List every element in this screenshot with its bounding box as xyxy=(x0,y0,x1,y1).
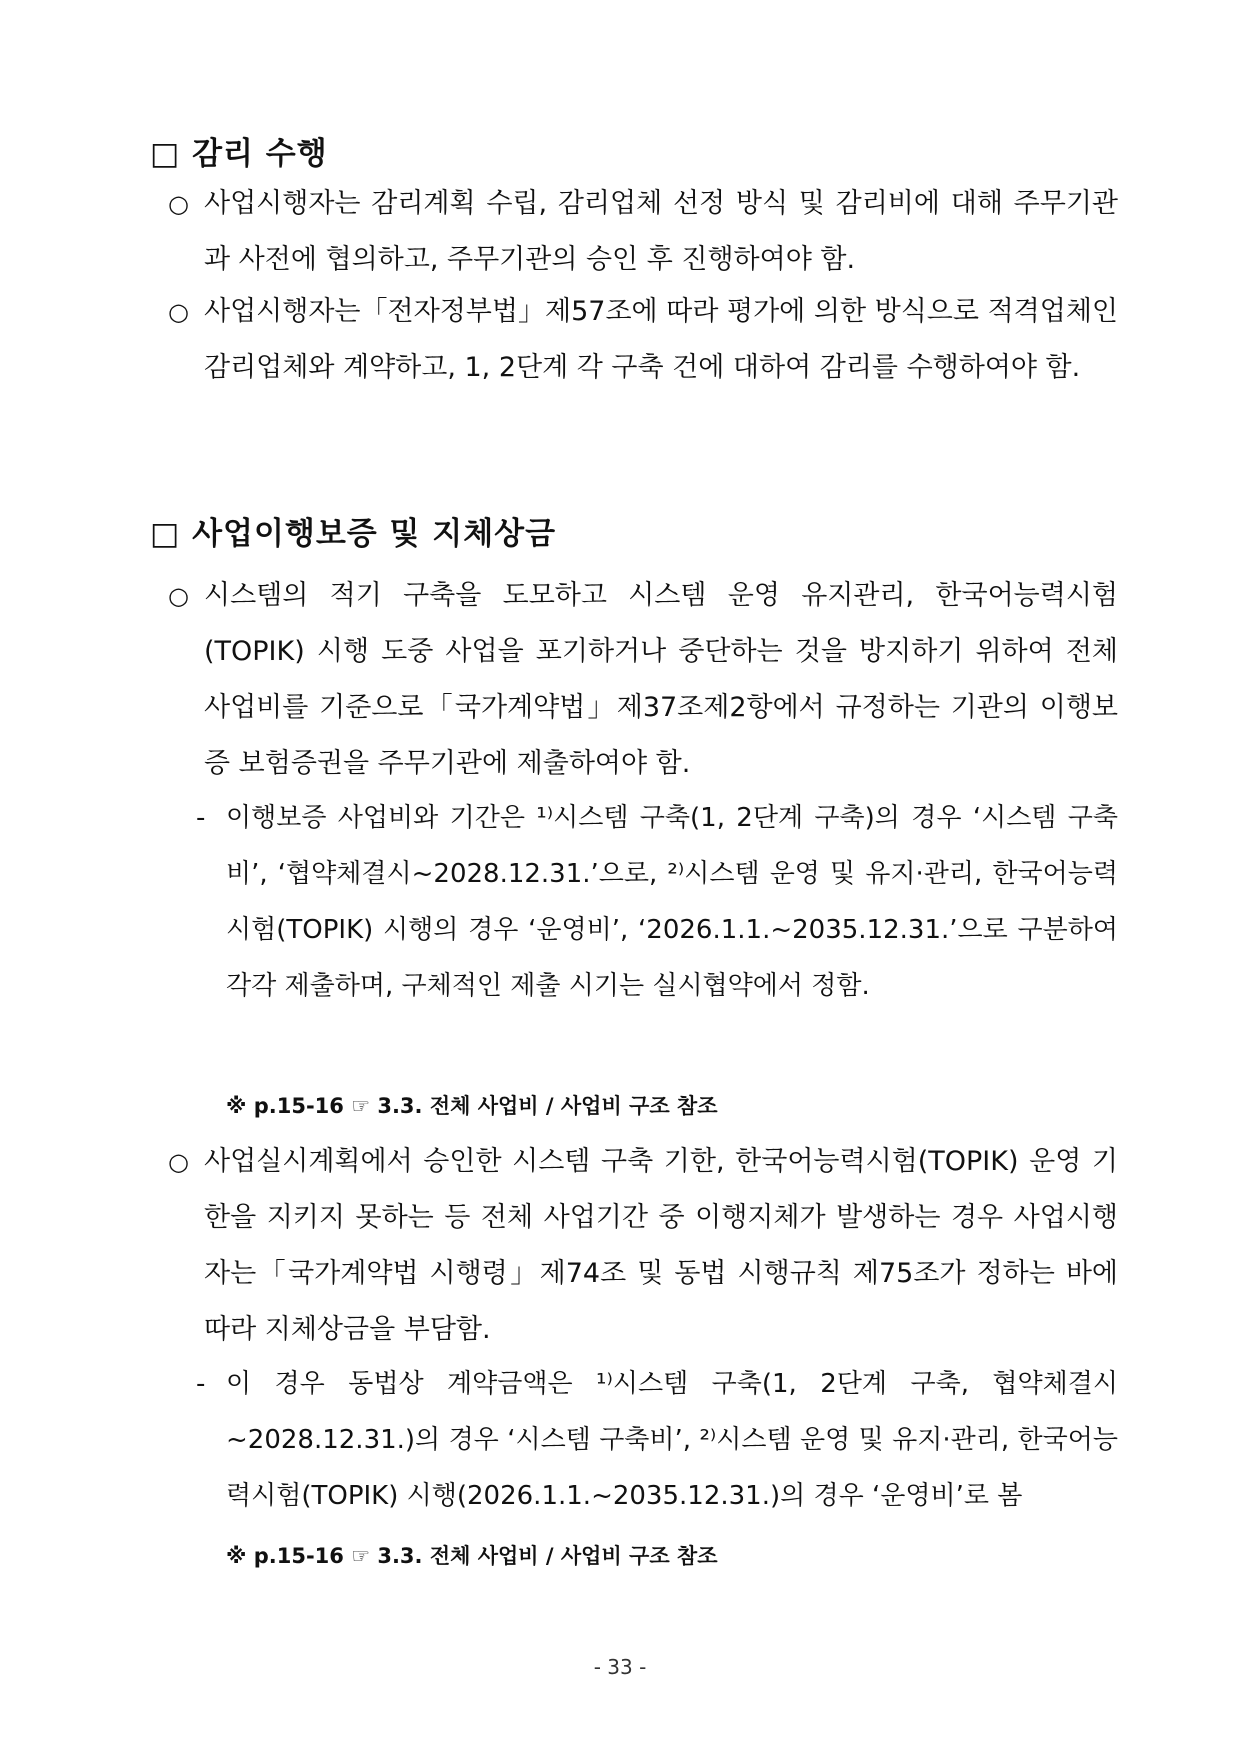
sub-item xyxy=(196,790,1118,1014)
reference-note xyxy=(226,1540,718,1570)
section-title-performance-bond xyxy=(150,508,556,553)
bullet-text: 사업시행자는 감리계획 수립, 감리업체 선정 방식 및 감리비에 대해 주무기관과 사전에 협의하고, 주무기관의 승인 후 진행하여야 함. xyxy=(204,188,1118,275)
bullet-item xyxy=(168,568,1118,792)
page-number: - 33 - xyxy=(593,1655,647,1679)
bullet-text: 사업실시계획에서 승인한 시스템 구축 기한, 한국어능력시험(TOPIK) 운영 기한을 지키지 못하는 등 전체 사업기간 중 이행지체가 발생하는 경우 사업시행자는「국가계약법 시행령」제74조 및 동법 시행규칙 제75조가 정하는 바에 따라 지체상금을 부담함. xyxy=(204,1146,1118,1345)
section-title-text: □ 사업이행보증 및 지체상금 xyxy=(150,516,557,552)
reference-note xyxy=(226,1090,718,1120)
bullet-text: 시스템의 적기 구축을 도모하고 시스템 운영 유지관리, 한국어능력시험(TOPIK) 시행 도중 사업을 포기하거나 중단하는 것을 방지하기 위하여 전체 사업비를 기준으로「국가계약법」제37조제2항에서 규정하는 기관의 이행보증 보험증권을 주무기관에 제출하여야 함. xyxy=(204,580,1118,779)
sub-item xyxy=(196,1356,1118,1524)
sub-mark: - xyxy=(196,1369,206,1399)
sub-text: 이행보증 사업비와 기간은 ¹⁾시스템 구축(1, 2단계 구축)의 경우 ‘시스템 구축비’, ‘협약체결시~2028.12.31.’으로, ²⁾시스템 운영 및 유지·관리, 한국어능력시험(TOPIK) 시행의 경우 ‘운영비’, ‘2026.1.1.~2035.12.31.’으로 구분하여 각각 제출하며, 구체적인 제출 시기는 실시협약에서 정함. xyxy=(226,803,1118,1001)
reference-note-text: ※ p.15-16 ☞ 3.3. 전체 사업비 / 사업비 구조 참조 xyxy=(226,1094,718,1118)
bullet-mark: ○ xyxy=(168,1148,189,1176)
sub-text: 이 경우 동법상 계약금액은 ¹⁾시스템 구축(1, 2단계 구축, 협약체결시~2028.12.31.)의 경우 ‘시스템 구축비’, ²⁾시스템 운영 및 유지·관리, 한국어능력시험(TOPIK) 시행(2026.1.1.~2035.12.31.)의 경우 ‘운영비’로 봄 xyxy=(226,1369,1118,1511)
bullet-mark: ○ xyxy=(168,582,189,610)
section-title-text: □ 감리 수행 xyxy=(150,136,328,172)
bullet-item xyxy=(168,284,1118,396)
bullet-item xyxy=(168,1134,1118,1358)
bullet-item xyxy=(168,176,1118,288)
bullet-mark: ○ xyxy=(168,190,189,218)
reference-note-text: ※ p.15-16 ☞ 3.3. 전체 사업비 / 사업비 구조 참조 xyxy=(226,1544,718,1568)
section-title-supervision xyxy=(150,128,328,173)
sub-mark: - xyxy=(196,803,206,833)
bullet-text: 사업시행자는「전자정부법」제57조에 따라 평가에 의한 방식으로 적격업체인 감리업체와 계약하고, 1, 2단계 각 구축 건에 대하여 감리를 수행하여야 함. xyxy=(204,296,1118,383)
bullet-mark: ○ xyxy=(168,298,189,326)
